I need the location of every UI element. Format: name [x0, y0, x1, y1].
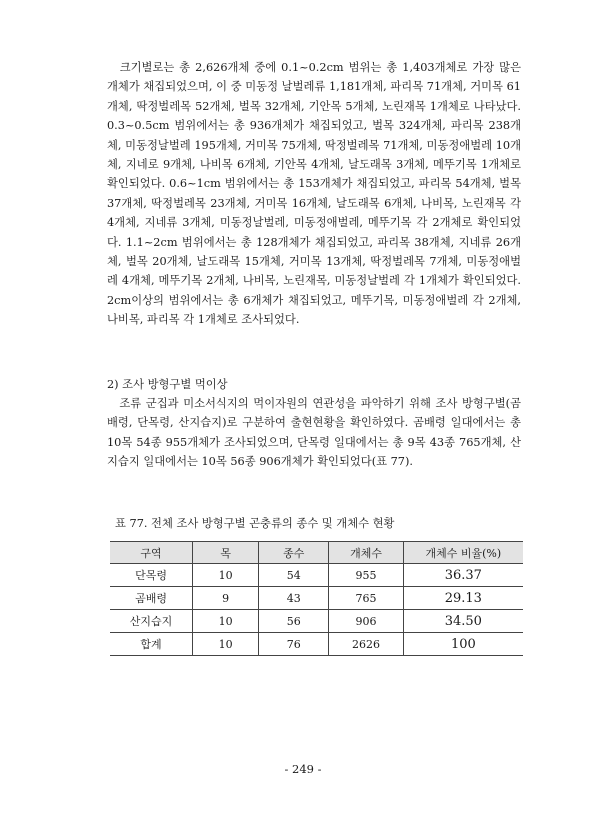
cell-individuals: 955: [329, 564, 403, 587]
cell-individuals: 765: [329, 587, 403, 610]
body-paragraph-size-classes: 크기별로는 총 2,626개체 중에 0.1~0.2cm 범위는 총 1,403개체로 가장 많은 개체가 채집되었으며, 이 중 미동정 날벌레류 1,181개체, 파리목 71개체, 거미목 61개체, 딱정벌레목 52개체, 벌목 32개체, 기안목 5개체, 노린재목 1개체로 나타났다. 0.3~0.5cm 범위에서는 총 936개체가 채집되었고, 벌목 324개체, 파리목 238개체, 미동정날벌레 195개체, 거미목 75개체, 딱정벌레목 71개체, 미동정애벌레 10개체, 지네로 9개체, 나비목 6개체, 기안목 4개체, 날도래목 3개체, 메뚜기목 1개체로 확인되었다. 0.6~1cm 범위에서는 총 153개체가 채집되었고, 파리목 54개체, 벌목 37개체, 딱정벌레목 23개체, 거미목 16개체, 날도래목 6개체, 나비목, 노린재목 각 4개체, 지네류 3개체, 미동정날벌레, 미동정애벌레, 메뚜기목 각 2개체로 확인되었다. 1.1~2cm 범위에서는 총 128개체가 채집되었고, 파리목 38개체, 지네류 26개체, 벌목 20개체, 날도래목 15개체, 거미목 13개체, 딱정벌레목 7개체, 미동정애벌레 4개체, 메뚜기목 2개체, 나비목, 노린재목, 미동정날벌레 각 1개체가 확인되었다. 2cm이상의 범위에서는 총 6개체가 채집되었고, 메뚜기목, 미동정애벌레 각 2개체, 나비목, 파리목 각 1개체로 조사되었다.: [107, 61, 521, 327]
cell-order: 9: [193, 587, 259, 610]
insect-summary-table: [110, 541, 523, 656]
page-number: - 249 -: [284, 762, 322, 776]
cell-species: 54: [259, 564, 329, 587]
cell-ratio: 36.37: [403, 564, 523, 587]
cell-order: 10: [193, 564, 259, 587]
cell-species: 43: [259, 587, 329, 610]
cell-species: 56: [259, 610, 329, 633]
cell-species: 76: [259, 633, 329, 656]
cell-order: 10: [193, 633, 259, 656]
cell-ratio: 100: [403, 633, 523, 656]
table-row: [110, 564, 523, 587]
cell-order: 10: [193, 610, 259, 633]
table-total-row: [110, 633, 523, 656]
section-heading: 2) 조사 방형구별 먹이상: [107, 378, 228, 391]
table-header-row: [110, 542, 523, 564]
cell-ratio: 29.13: [403, 587, 523, 610]
header-individuals: 개체수: [329, 542, 403, 564]
cell-area: 합계: [110, 633, 193, 656]
table-caption: 표 77. 전체 조사 방형구별 곤충류의 종수 및 개체수 현황: [115, 517, 395, 530]
cell-area: 단목령: [110, 564, 193, 587]
header-order: 목: [193, 542, 259, 564]
header-species: 종수: [259, 542, 329, 564]
cell-individuals: 2626: [329, 633, 403, 656]
table-row: [110, 610, 523, 633]
table-row: [110, 587, 523, 610]
cell-individuals: 906: [329, 610, 403, 633]
body-paragraph-quadrats: 조류 군집과 미소서식지의 먹이자원의 연관성을 파악하기 위해 조사 방형구별(곰배령, 단목령, 산지습지)로 구분하여 출현현황을 확인하였다. 곰배령 일대에서는 총 10목 54종 955개체가 조사되었으며, 단목령 일대에서는 총 9목 43종 765개체, 산지습지 일대에서는 10목 56종 906개체가 확인되었다(표 77).: [107, 397, 521, 469]
cell-area: 곰배령: [110, 587, 193, 610]
header-area: 구역: [110, 542, 193, 564]
cell-area: 산지습지: [110, 610, 193, 633]
header-ratio: 개체수 비율(%): [403, 542, 523, 564]
cell-ratio: 34.50: [403, 610, 523, 633]
